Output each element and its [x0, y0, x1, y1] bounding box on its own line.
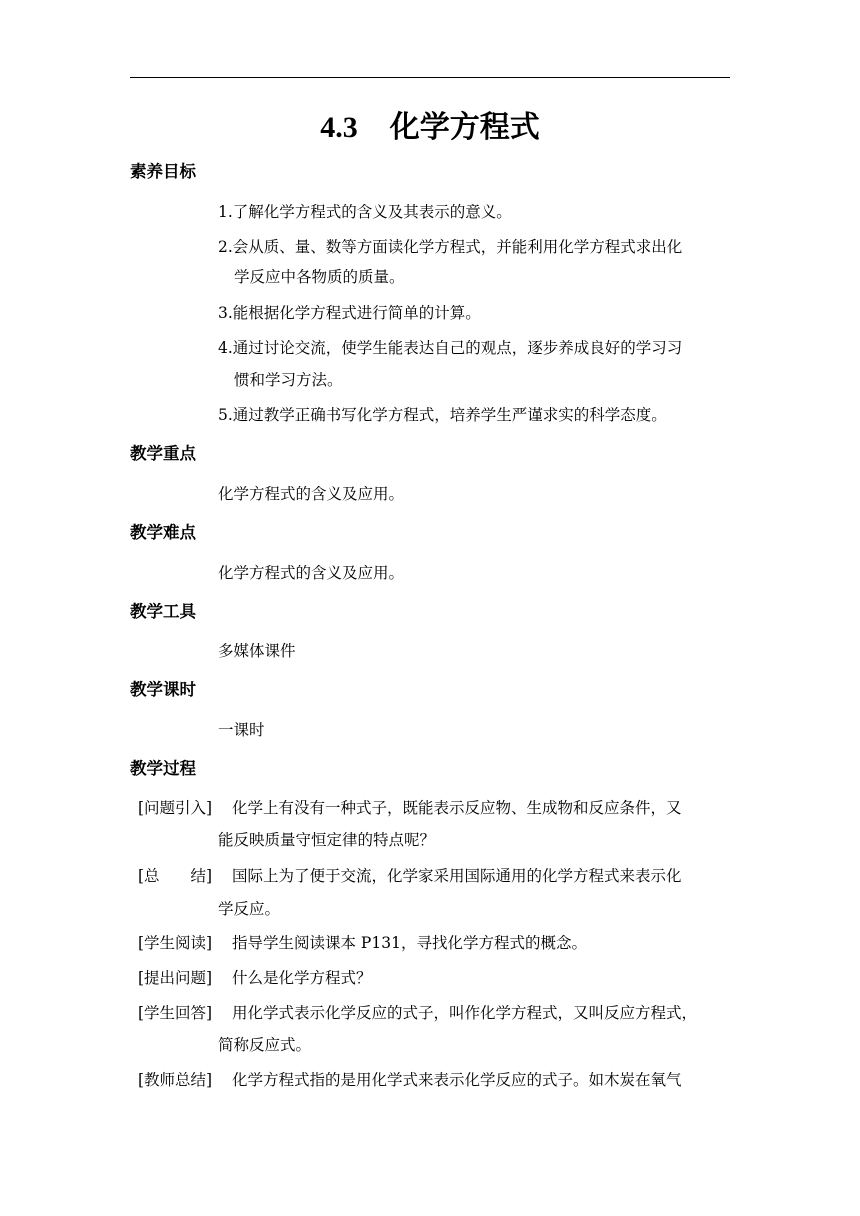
goal-line: 3.能根据化学方程式进行简单的计算。 — [218, 304, 481, 322]
process-text: 什么是化学方程式？ — [232, 969, 372, 987]
process-text: 用化学式表示化学反应的式子，叫作化学方程式，又叫反应方程式， — [232, 1004, 698, 1022]
process-item — [138, 1070, 734, 1090]
process-tag: [提出问题] — [138, 969, 213, 987]
process-item — [138, 968, 734, 988]
process-tag: [总 结] — [138, 867, 213, 885]
process-text: 国际上为了便于交流，化学家采用国际通用的化学方程式来表示化 — [232, 867, 682, 885]
goal-line: 1.了解化学方程式的含义及其表示的意义。 — [218, 203, 512, 221]
key-points-text: 化学方程式的含义及应用。 — [218, 485, 405, 503]
title-text: 化学方程式 — [389, 110, 540, 145]
process-item — [138, 866, 734, 886]
heading-key-points: 教学重点 — [130, 444, 196, 463]
process-tag: [学生回答] — [138, 1004, 213, 1022]
process-text: 化学上有没有一种式子，既能表示反应物、生成物和反应条件，又 — [232, 799, 682, 817]
process-cont: 简称反应式。 — [218, 1036, 312, 1054]
process-item — [138, 798, 734, 818]
header-rule — [130, 77, 730, 78]
page-title — [130, 108, 730, 148]
process-item — [138, 933, 734, 953]
process-cont: 学反应。 — [218, 900, 281, 918]
process-tag: [学生阅读] — [138, 934, 213, 952]
heading-hours: 教学课时 — [130, 680, 196, 699]
goal-line: 学反应中各物质的质量。 — [234, 268, 405, 286]
process-text: 指导学生阅读课本 P131，寻找化学方程式的概念。 — [232, 934, 587, 952]
goal-line: 惯和学习方法。 — [234, 371, 343, 389]
heading-difficulties: 教学难点 — [130, 523, 196, 542]
heading-goals: 素养目标 — [130, 162, 196, 181]
process-cont: 能反映质量守恒定律的特点呢？ — [218, 831, 436, 849]
process-text: 化学方程式指的是用化学式来表示化学反应的式子。如木炭在氧气 — [232, 1071, 682, 1089]
tools-text: 多媒体课件 — [218, 642, 296, 660]
process-tag: [教师总结] — [138, 1071, 213, 1089]
hours-text: 一课时 — [218, 721, 265, 739]
goal-line: 4.通过讨论交流，使学生能表达自己的观点，逐步养成良好的学习习 — [218, 339, 683, 357]
difficulties-text: 化学方程式的含义及应用。 — [218, 564, 405, 582]
process-item — [138, 1003, 734, 1023]
heading-tools: 教学工具 — [130, 602, 196, 621]
heading-process: 教学过程 — [130, 759, 196, 778]
process-tag: [问题引入] — [138, 799, 213, 817]
goal-line: 5.通过教学正确书写化学方程式，培养学生严谨求实的科学态度。 — [218, 406, 667, 424]
goal-line: 2.会从质、量、数等方面读化学方程式，并能利用化学方程式求出化 — [218, 238, 683, 256]
section-number: 4.3 — [320, 111, 358, 144]
